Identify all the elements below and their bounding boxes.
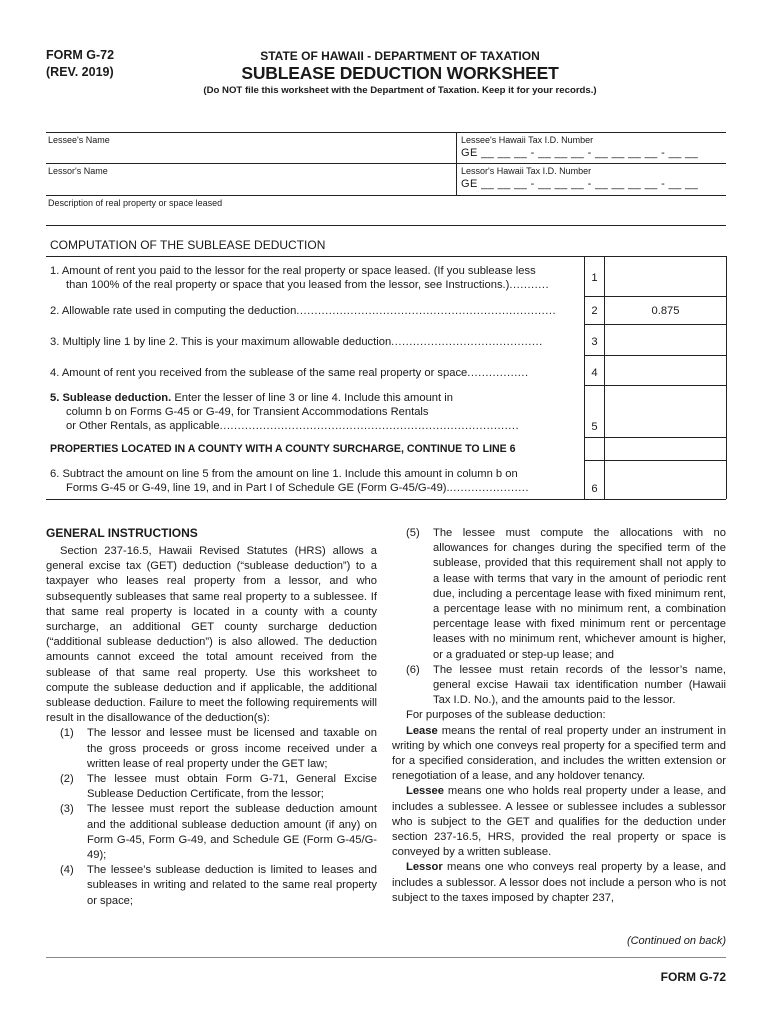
leader-dots: ........... [509, 279, 550, 291]
line-3-label: 3. Multiply line 1 by line 2. This is your maximum allowable deduction [50, 336, 392, 348]
line-1-text [50, 264, 582, 292]
computation-heading: COMPUTATION OF THE SUBLEASE DEDUCTION [50, 238, 326, 252]
line-5-text-c: or Other Rentals, as applicable [66, 420, 220, 432]
lessee-tin-label: Lessee's Hawaii Tax I.D. Number [461, 135, 594, 145]
line-4-label: 4. Amount of rent you received from the sublease of the same real property or space [50, 367, 468, 379]
lessor-tin-field[interactable]: GE __ __ __ - __ __ __ - __ __ __ __ - __ __ [461, 178, 699, 190]
requirement-text: The lessee must report the sublease deduction amount and the additional sublease deduction amount (if any) on Form G-45, Form G-49, and Schedule GE (Form G-45/G-49); [87, 803, 377, 862]
divider [584, 460, 726, 461]
requirement-item [60, 772, 377, 802]
divider [46, 132, 726, 133]
instructions-intro: Section 237-16.5, Hawaii Revised Statutes (HRS) allows a general excise tax (GET) deduction (“sublease deduction”) to a taxpayer who leases real property from a lessor, and who subsequently subleases that same real property to a sublessee. If that same real property is located in a county with a county surcharge, an additional GET county surcharge deduction (“additional sublease deduction”) is also allowed. The deduction amounts cannot exceed the total amount received from the sublease of that same real property. Use this worksheet to compute the sublease deduction and if applicable, the additional sublease deduction. Failure to meet the following requirements will result in the disallowance of the deduction(s): [46, 545, 377, 725]
divider [46, 499, 726, 500]
line-5-text [50, 391, 582, 433]
form-revision: (REV. 2019) [46, 65, 114, 79]
property-description-label: Description of real property or space leased [48, 198, 223, 208]
line-6-number: 6 [591, 483, 598, 495]
line-2-amount[interactable]: 0.875 [651, 305, 680, 317]
requirement-text: The lessee’s sublease deduction is limited to leases and subleases in writing and related to the same real property or space; [87, 864, 377, 907]
instructions-right-column [392, 526, 726, 906]
leader-dots: ...................... [449, 482, 530, 494]
divider [46, 957, 726, 958]
instructions-heading: GENERAL INSTRUCTIONS [46, 526, 198, 540]
lessee-tin-field[interactable]: GE __ __ __ - __ __ __ - __ __ __ __ - __ __ [461, 147, 699, 159]
requirement-number: (4) [60, 864, 74, 877]
page-title: SUBLEASE DEDUCTION WORKSHEET [241, 63, 559, 83]
instructions-left-column [46, 544, 377, 909]
requirement-number: (6) [406, 663, 420, 676]
requirement-text: The lessee must obtain Form G-71, General Excise Sublease Deduction Certificate, from the lessor; [87, 773, 377, 801]
line-5-amount[interactable] [605, 420, 726, 436]
line-6-text [50, 467, 582, 495]
lessee-definition-text: means one who holds real property under a lease, and includes a sublessee. A lessee or sublessee includes a sublessor who is subject to the GET and qualifies for the deduction under section 237-16.5, HRS, provided the real property or space is conveyed by a written sublease. [392, 785, 726, 859]
requirement-item [406, 663, 726, 709]
line-1-text-a: 1. Amount of rent you paid to the lessor for the real property or space leased. (If you sublease less [50, 265, 536, 277]
footer-form-number: FORM G-72 [660, 970, 726, 984]
line-5-text-b: column b on Forms G-45 or G-49, for Transient Accommodations Rentals [66, 406, 429, 418]
lease-definition-text: means the rental of real property under an instrument in writing by which one conveys real property for a specified term and for a specified consideration, and includes the written extension or renegotiation of a lease, and any holdover tenancy. [392, 724, 726, 783]
line-6-amount[interactable] [605, 482, 726, 498]
line-5-number: 5 [591, 421, 598, 433]
line-6-text-b: Forms G-45 or G-49, line 19, and in Part I of Schedule GE (Form G-45/G-49). [66, 482, 450, 494]
divider [46, 256, 726, 257]
lessor-name-label: Lessor's Name [48, 166, 108, 176]
county-surcharge-note: PROPERTIES LOCATED IN A COUNTY WITH A COUNTY SURCHARGE, CONTINUE TO LINE 6 [50, 443, 516, 455]
divider [726, 256, 727, 499]
requirement-number: (1) [60, 727, 74, 740]
divider [584, 355, 726, 356]
lessor-definition [392, 860, 726, 906]
requirement-number: (3) [60, 803, 74, 816]
line-4-number: 4 [591, 367, 598, 379]
page-subtitle: (Do NOT file this worksheet with the Department of Taxation. Keep it for your records.) [203, 85, 597, 96]
line-2-number: 2 [591, 305, 598, 317]
requirement-item [60, 726, 377, 772]
divider [46, 163, 726, 164]
form-number: FORM G-72 [46, 48, 115, 62]
line-2-label: 2. Allowable rate used in computing the deduction [50, 305, 297, 317]
line-6-text-a: 6. Subtract the amount on line 5 from the amount on line 1. Include this amount in column b on [50, 468, 518, 480]
continued-on-back: (Continued on back) [626, 935, 726, 947]
divider [46, 225, 726, 226]
purposes-text: For purposes of the sublease deduction: [406, 709, 606, 722]
line-4-amount[interactable] [605, 366, 726, 382]
requirement-number: (5) [406, 527, 420, 539]
line-1-amount[interactable] [605, 271, 726, 291]
line-2-text [50, 304, 582, 318]
line-3-amount[interactable] [605, 335, 726, 351]
line-5-label: 5. Sublease deduction. [50, 392, 172, 404]
requirement-text: The lessor and lessee must be licensed and taxable on the gross proceeds or gross income received under a written lease of real property under the GET law; [87, 727, 377, 770]
lessor-tin-label: Lessor's Hawaii Tax I.D. Number [461, 166, 592, 176]
divider [584, 385, 726, 386]
leader-dots: ................. [467, 367, 529, 379]
leader-dots: .......................................... [391, 336, 543, 348]
line-5-text-a: Enter the lesser of line 3 or line 4. Include this amount in [171, 392, 453, 404]
leader-dots: ................................................................................... [219, 420, 520, 432]
requirement-text: The lessee must compute the allocations with no allowances for changes during the specified term of the sublease, provided that this requirement shall not apply to a lease with terms that vary in the amount of periodic rent due, including a percentage lease with fixed minimum rent, a percentage lease with no minimum rent, a combination percentage lease with fixed minimum rent or percentage leases with no minimum rent, whichever amount is higher, or a graduated or step-up lease; and [433, 527, 726, 661]
agency-name: STATE OF HAWAII - DEPARTMENT OF TAXATION [260, 49, 540, 63]
requirement-number: (2) [60, 773, 74, 786]
divider [584, 324, 726, 325]
lessor-term: Lessor [406, 861, 443, 874]
lessee-definition [392, 784, 726, 860]
requirement-item [60, 863, 377, 909]
divider [46, 195, 726, 196]
lessor-definition-text: means one who conveys real property by a lease, and includes a sublessor. A lessor does not include a person who is not subject to the taxes imposed by chapter 237, [392, 861, 726, 904]
divider [584, 296, 726, 297]
line-1-number: 1 [591, 272, 598, 284]
line-3-text [50, 335, 582, 349]
lessee-term: Lessee [406, 785, 444, 798]
leader-dots: ........................................................................ [296, 305, 557, 317]
divider [584, 437, 726, 438]
line-1-text-b: than 100% of the real property or space that you leased from the lessor, see Instructions.) [66, 279, 510, 291]
requirement-item [60, 802, 377, 863]
requirement-item [406, 526, 726, 663]
line-3-number: 3 [591, 336, 598, 348]
lease-definition [392, 724, 726, 785]
line-4-text [50, 366, 582, 380]
lessee-name-label: Lessee's Name [48, 135, 110, 145]
lease-term: Lease [406, 724, 438, 737]
requirement-text: The lessee must retain records of the lessor’s name, general excise Hawaii tax identification number (Hawaii Tax I.D. No.), and the amounts paid to the lessor. [433, 663, 726, 707]
